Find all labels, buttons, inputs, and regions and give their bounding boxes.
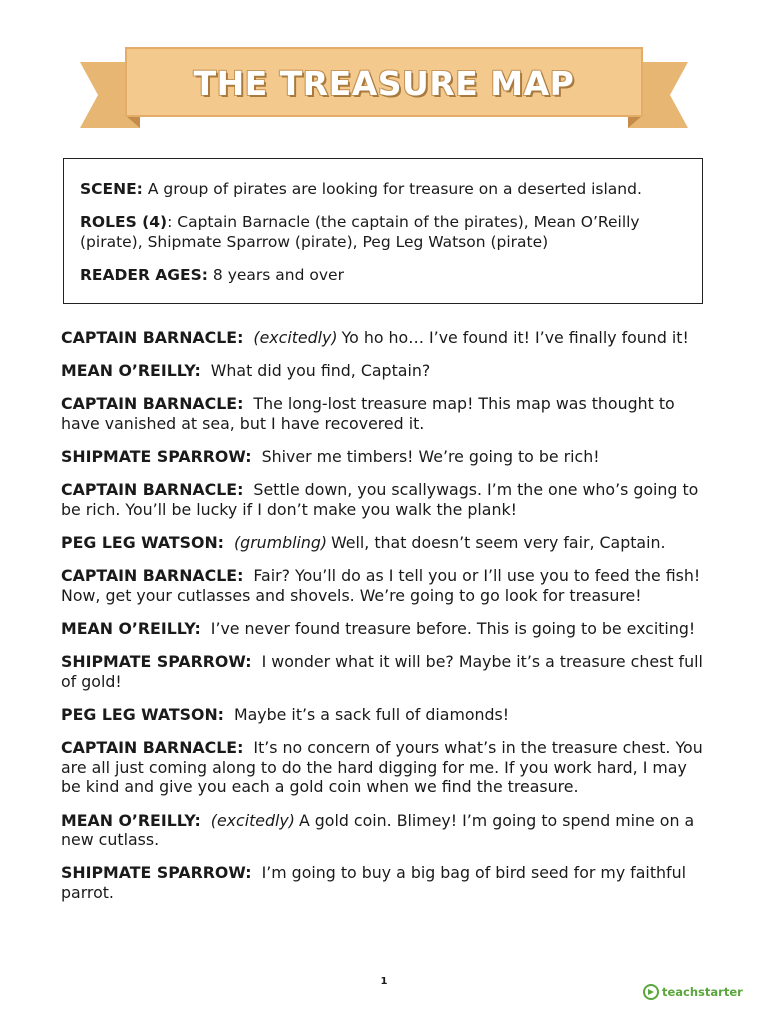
roles-line: [80, 212, 686, 252]
ages-line: [80, 265, 686, 285]
speaker-name: CAPTAIN BARNACLE:: [61, 394, 244, 414]
script-line: [61, 328, 711, 348]
speaker-name: SHIPMATE SPARROW:: [61, 447, 252, 467]
scene-label: SCENE:: [80, 180, 143, 198]
roles-text: : Captain Barnacle (the captain of the pirates), Mean O’Reilly (pirate), Shipmate Sparrow (pirate), Peg Leg Watson (pirate): [80, 213, 640, 251]
page-title: THE TREASURE MAP: [193, 64, 575, 103]
dialogue-text: Yo ho ho… I’ve found it! I’ve finally found it!: [341, 328, 689, 347]
speaker-name: CAPTAIN BARNACLE:: [61, 328, 244, 347]
script-line: [61, 619, 711, 639]
brand-logo[interactable]: [643, 983, 743, 1001]
scene-line: [80, 179, 686, 199]
dialogue-text: I’ve never found treasure before. This is going to be exciting!: [210, 619, 696, 639]
speaker-name: MEAN O’REILLY:: [61, 810, 201, 830]
dialogue-text: A gold coin. Blimey! I’m going to spend mine on a new cutlass.: [61, 810, 695, 850]
page-number: 1: [380, 976, 388, 987]
speaker-name: SHIPMATE SPARROW:: [61, 863, 252, 883]
speaker-name: PEG LEG WATSON:: [61, 705, 224, 725]
teachstarter-logo-icon: [643, 984, 659, 1000]
script-line: [61, 863, 711, 902]
stage-direction: (excitedly): [210, 810, 295, 830]
script-line: [61, 738, 711, 797]
script-line: [61, 652, 711, 691]
speaker-name: SHIPMATE SPARROW:: [61, 652, 252, 672]
speaker-name: CAPTAIN BARNACLE:: [61, 480, 244, 500]
script-lines: [61, 328, 711, 916]
dialogue-text: It’s no concern of yours what’s in the treasure chest. You are all just coming along to do the hard digging for me. If you work hard, I may be kind and give you each a gold coin when we find the treasure.: [61, 738, 703, 797]
info-box: [63, 158, 703, 304]
dialogue-text: Shiver me timbers! We’re going to be rich!: [261, 447, 600, 467]
title-banner: [80, 44, 688, 136]
stage-direction: (excitedly): [253, 328, 338, 347]
script-line: [61, 811, 711, 850]
scene-text: A group of pirates are looking for treasure on a deserted island.: [147, 180, 642, 198]
script-line: [61, 533, 711, 553]
dialogue-text: I’m going to buy a big bag of bird seed for my faithful parrot.: [61, 863, 686, 902]
dialogue-text: The long-lost treasure map! This map was thought to have vanished at sea, but I have recovered it.: [61, 394, 675, 433]
dialogue-text: Maybe it’s a sack full of diamonds!: [234, 705, 510, 725]
dialogue-text: Settle down, you scallywags. I’m the one who’s going to be rich. You’ll be lucky if I don’t make you walk the plank!: [61, 480, 699, 519]
dialogue-text: Fair? You’ll do as I tell you or I’ll use you to feed the fish! Now, get your cutlasses and shovels. We’re going to go look for treasure!: [61, 566, 701, 605]
script-line: [61, 447, 711, 467]
speaker-name: MEAN O’REILLY:: [61, 361, 201, 381]
speaker-name: PEG LEG WATSON:: [61, 533, 224, 553]
script-line: [61, 705, 711, 725]
dialogue-text: I wonder what it will be? Maybe it’s a treasure chest full of gold!: [61, 652, 703, 691]
script-line: [61, 566, 711, 605]
script-line: [61, 361, 711, 381]
script-line: [61, 480, 711, 519]
dialogue-text: What did you find, Captain?: [210, 361, 431, 381]
ages-text: 8 years and over: [212, 266, 344, 284]
brand-name: teachstarter: [662, 985, 743, 999]
script-line: [61, 394, 711, 433]
speaker-name: CAPTAIN BARNACLE:: [61, 738, 244, 758]
roles-label: ROLES (4): [80, 213, 168, 231]
speaker-name: MEAN O’REILLY:: [61, 619, 201, 639]
stage-direction: (grumbling): [234, 533, 328, 553]
dialogue-text: Well, that doesn’t seem very fair, Captain.: [331, 533, 666, 553]
speaker-name: CAPTAIN BARNACLE:: [61, 566, 244, 586]
ages-label: READER AGES:: [80, 266, 208, 284]
